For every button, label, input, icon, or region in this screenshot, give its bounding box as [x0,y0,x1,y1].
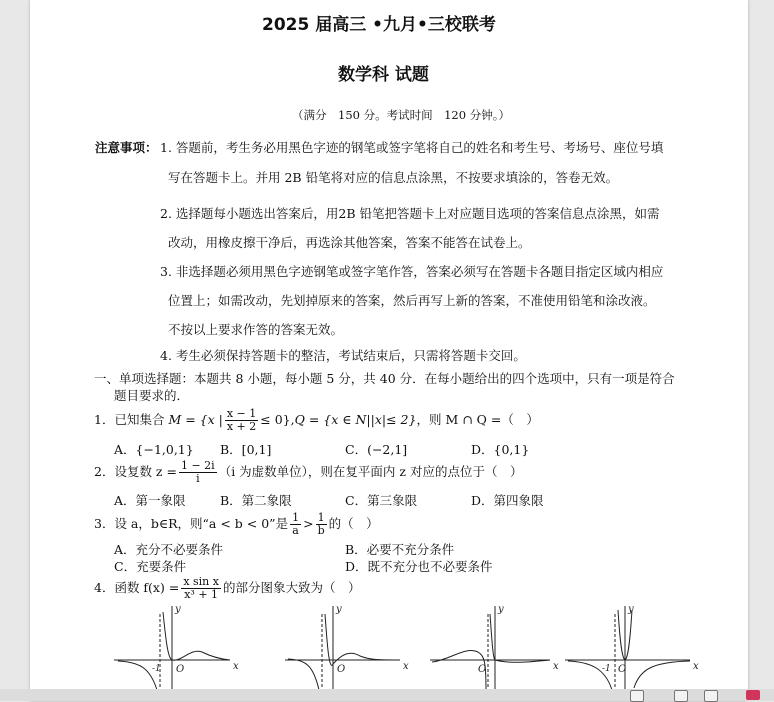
notice-line: 写在答题卡上。并用 2B 铅笔将对应的信息点涂黑，不按要求填涂的，答卷无效。 [168,170,619,185]
q4-graph-c [430,604,559,692]
question-4: 4．函数 f(x) = $\frac{\text{x sin x}}{\text{x³ + 1}}$ 的部分图象大致为（ ） [94,575,361,601]
svg-text:O: O [618,664,627,675]
question-3: 3．设 a，b∈R，则“a < b < 0”是 $\frac{1}{a}$ > $\frac{1}{b}$ 的（ ） [94,511,379,537]
question-2: 2．设复数 z = $\frac{1 - 2i}{i}$ （i 为虚数单位），则在复平面内 z 对应的点位于（ ） [94,459,523,485]
notice-line: 3. 非选择题必须用黑色字迹钢笔或签字笔作答，答案必须写在答题卡各题目指定区域内相应 [160,264,664,279]
q2-option-c: C．第三象限 [345,493,418,508]
svg-text:y: y [175,604,181,615]
app-logo-icon[interactable] [746,690,760,700]
viewer-status-bar [0,689,774,701]
svg-text:y: y [336,604,342,615]
notice-line: 1. 答题前，考生务必用黑色字迹的钢笔或签字笔将自己的姓名和考生号、考场号、座位号填 [160,140,664,155]
q1-option-d: D．{0,1} [471,442,530,457]
svg-text:x: x [553,661,559,672]
q1-option-b: B．[0,1] [220,442,272,457]
single-page-icon[interactable] [674,690,688,702]
q4-graphs [110,602,730,692]
q3-option-b: B．必要不充分条件 [345,542,455,557]
q2-option-b: B．第二象限 [220,493,292,508]
q2-option-d: D．第四象限 [471,493,544,508]
q4-graph-d [565,604,699,692]
svg-text:x: x [233,661,239,672]
notice-line: 4. 考生必须保持答题卡的整洁，考试结束后，只需将答题卡交回。 [160,348,526,363]
notice-line: 改动，用橡皮擦干净后，再选涂其他答案，答案不能答在试卷上。 [168,235,531,250]
q1-option-a: A．{−1,0,1} [114,442,194,457]
svg-text:-1: -1 [602,664,611,674]
q4-graph-a [114,604,239,692]
notice-line: 2. 选择题每小题选出答案后，用2B 铅笔把答题卡上对应题目选项的答案信息点涂黑，如需 [160,206,660,221]
exam-title: 2025 届高三 •九月•三校联考 [262,15,496,35]
section-heading-cont: 题目要求的． [114,388,190,403]
svg-text:y: y [498,604,504,615]
svg-text:O: O [176,664,185,675]
svg-text:x: x [693,661,699,672]
svg-text:-1: -1 [152,664,161,674]
q3-option-d: D．既不充分也不必要条件 [345,559,493,574]
notice-line: 不按以上要求作答的答案无效。 [168,322,344,337]
two-page-icon[interactable] [704,690,718,702]
q1-option-c: C．(−2,1] [345,442,408,457]
document-page [30,0,748,701]
exam-meta: （满分 150 分。考试时间 120 分钟。） [292,108,510,122]
notice-line: 位置上；如需改动，先划掉原来的答案，然后再写上新的答案，不准使用铅笔和涂改液。 [168,293,656,308]
q2-option-a: A．第一象限 [114,493,186,508]
fit-width-icon[interactable] [630,690,644,702]
q3-option-a: A．充分不必要条件 [114,542,224,557]
section-heading: 一、单项选择题：本题共 8 小题，每小题 5 分，共 40 分．在每小题给出的四个选项中，只有一项是符合 [94,371,675,386]
q4-graph-b [285,604,409,692]
svg-text:y: y [628,604,634,615]
q3-option-c: C．充要条件 [114,559,187,574]
notice-label: 注意事项： [95,140,158,155]
exam-subject: 数学科 试题 [338,65,429,85]
svg-text:x: x [403,661,409,672]
svg-text:O: O [478,664,487,675]
svg-text:O: O [337,664,346,675]
question-1: 1．已知集合 M = {x | $\frac{x - 1}{x + 2}$ ≤ 0},Q = {x ∈ N||x|≤ 2}，则 M ∩ Q =（ ） [94,407,539,433]
